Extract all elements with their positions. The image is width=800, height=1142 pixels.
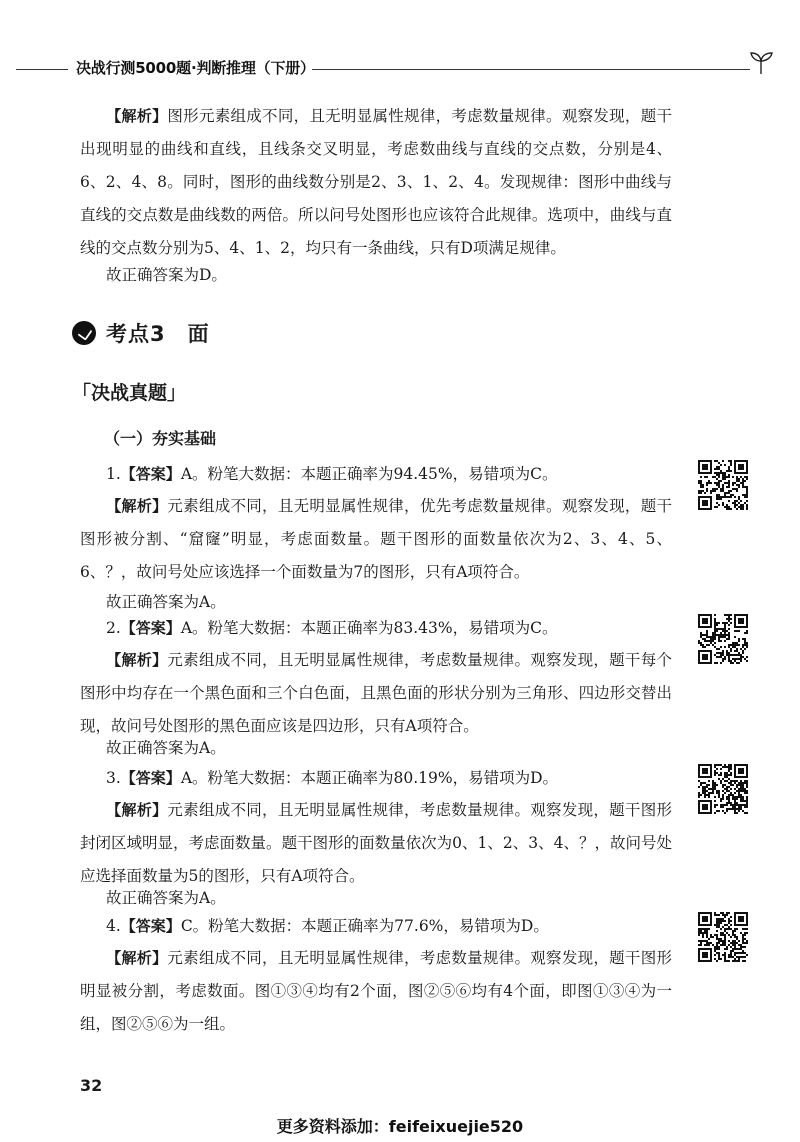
conclusion-text: 故正确答案为A。: [106, 889, 226, 907]
q4-analysis-text: 元素组成不同，且无明显属性规律，考虑数量规律。观察发现，题干图形明显被分割，考虑数面。图①③④均有2个面，图②⑤⑥均有4个面，即图①③④为一组，图②⑤⑥为一组。: [80, 949, 672, 1033]
q1-analysis: [80, 490, 672, 589]
answer-tag: 【答案】: [120, 917, 181, 935]
qr-code-icon[interactable]: [698, 764, 748, 814]
qr-code-icon[interactable]: [698, 460, 748, 510]
sprout-icon: [746, 46, 776, 76]
q3-analysis-text: 元素组成不同，且无明显属性规律，考虑数量规律。观察发现，题干图形封闭区域明显，考虑面数量。题干图形的面数量依次为0、1、2、3、4、？，故问号处应选择面数量为5的图形，只有A项符合。: [80, 801, 672, 885]
answer-tag: 【答案】: [120, 619, 181, 637]
q1-analysis-text: 元素组成不同，且无明显属性规律，优先考虑数量规律。观察发现，题干图形被分割、“窟窿”明显，考虑面数量。题干图形的面数量依次为2、3、4、5、6、？，故问号处应该选择一个面数量为7的图形，只有A项符合。: [80, 497, 673, 581]
section-bullet-icon: [72, 321, 96, 345]
q3-analysis: [80, 794, 672, 893]
analysis-tag: 【解析】: [106, 801, 168, 819]
analysis-tag: 【解析】: [106, 949, 168, 967]
qr-code-icon[interactable]: [698, 614, 748, 664]
q3-answer-text: A。粉笔大数据：本题正确率为80.19%，易错项为D。: [180, 769, 559, 787]
q1-answer: [80, 458, 672, 491]
conclusion-text: 故正确答案为D。: [106, 266, 227, 284]
q1-answer-text: A。粉笔大数据：本题正确率为94.45%，易错项为C。: [180, 465, 558, 483]
q2-answer: [80, 612, 672, 645]
q4-answer: [80, 910, 672, 943]
section-heading: [72, 318, 210, 348]
section-title: 考点3 面: [106, 322, 210, 346]
q3-number: 3.: [106, 769, 121, 787]
answer-tag: 【答案】: [120, 769, 181, 787]
conclusion-text: 故正确答案为A。: [106, 739, 226, 757]
running-header: [16, 56, 784, 80]
conclusion-text: 故正确答案为A。: [106, 593, 226, 611]
header-rule-right: [312, 69, 750, 70]
q2-number: 2.: [106, 619, 121, 637]
q2-answer-text: A。粉笔大数据：本题正确率为83.43%，易错项为C。: [180, 619, 558, 637]
subsection-title: 「决战真题」: [72, 382, 187, 404]
q2-analysis-text: 元素组成不同，且无明显属性规律，考虑数量规律。观察发现，题干每个图形中均存在一个黑色面和三个白色面，且黑色面的形状分别为三角形、四边形交替出现，故问号处图形的黑色面应该是四边形，只有A项符合。: [80, 651, 672, 735]
header-title: 决战行测5000题·判断推理（下册）: [76, 59, 315, 77]
q3-answer: [80, 762, 672, 795]
intro-analysis: [80, 100, 672, 265]
analysis-tag: 【解析】: [106, 497, 168, 515]
q1-number: 1.: [106, 465, 121, 483]
header-rule-left: [16, 69, 68, 70]
analysis-tag: 【解析】: [106, 651, 168, 669]
qr-code-icon[interactable]: [698, 912, 748, 962]
q2-conclusion: [80, 732, 672, 765]
intro-conclusion: [80, 259, 672, 292]
q4-analysis: [80, 942, 672, 1041]
q2-analysis: [80, 644, 672, 743]
footer-note: 更多资料添加：feifeixuejie520: [276, 1117, 524, 1136]
answer-tag: 【答案】: [120, 465, 181, 483]
part-title: （一）夯实基础: [104, 429, 217, 448]
q4-number: 4.: [106, 917, 121, 935]
q4-answer-text: C。粉笔大数据：本题正确率为77.6%，易错项为D。: [180, 917, 549, 935]
page-number: 32: [80, 1076, 103, 1095]
analysis-tag: 【解析】: [106, 107, 168, 125]
analysis-text: 图形元素组成不同，且无明显属性规律，考虑数量规律。观察发现，题干出现明显的曲线和直线，且线条交叉明显，考虑数曲线与直线的交点数，分别是4、6、2、4、8。同时，图形的曲线数分别是2、3、1、2、4。发现规律：图形中曲线与直线的交点数是曲线数的两倍。所以问号处图形也应该符合此规律。选项中，曲线与直线的交点数分别为5、4、1、2，均只有一条曲线，只有D项满足规律。: [80, 107, 672, 257]
